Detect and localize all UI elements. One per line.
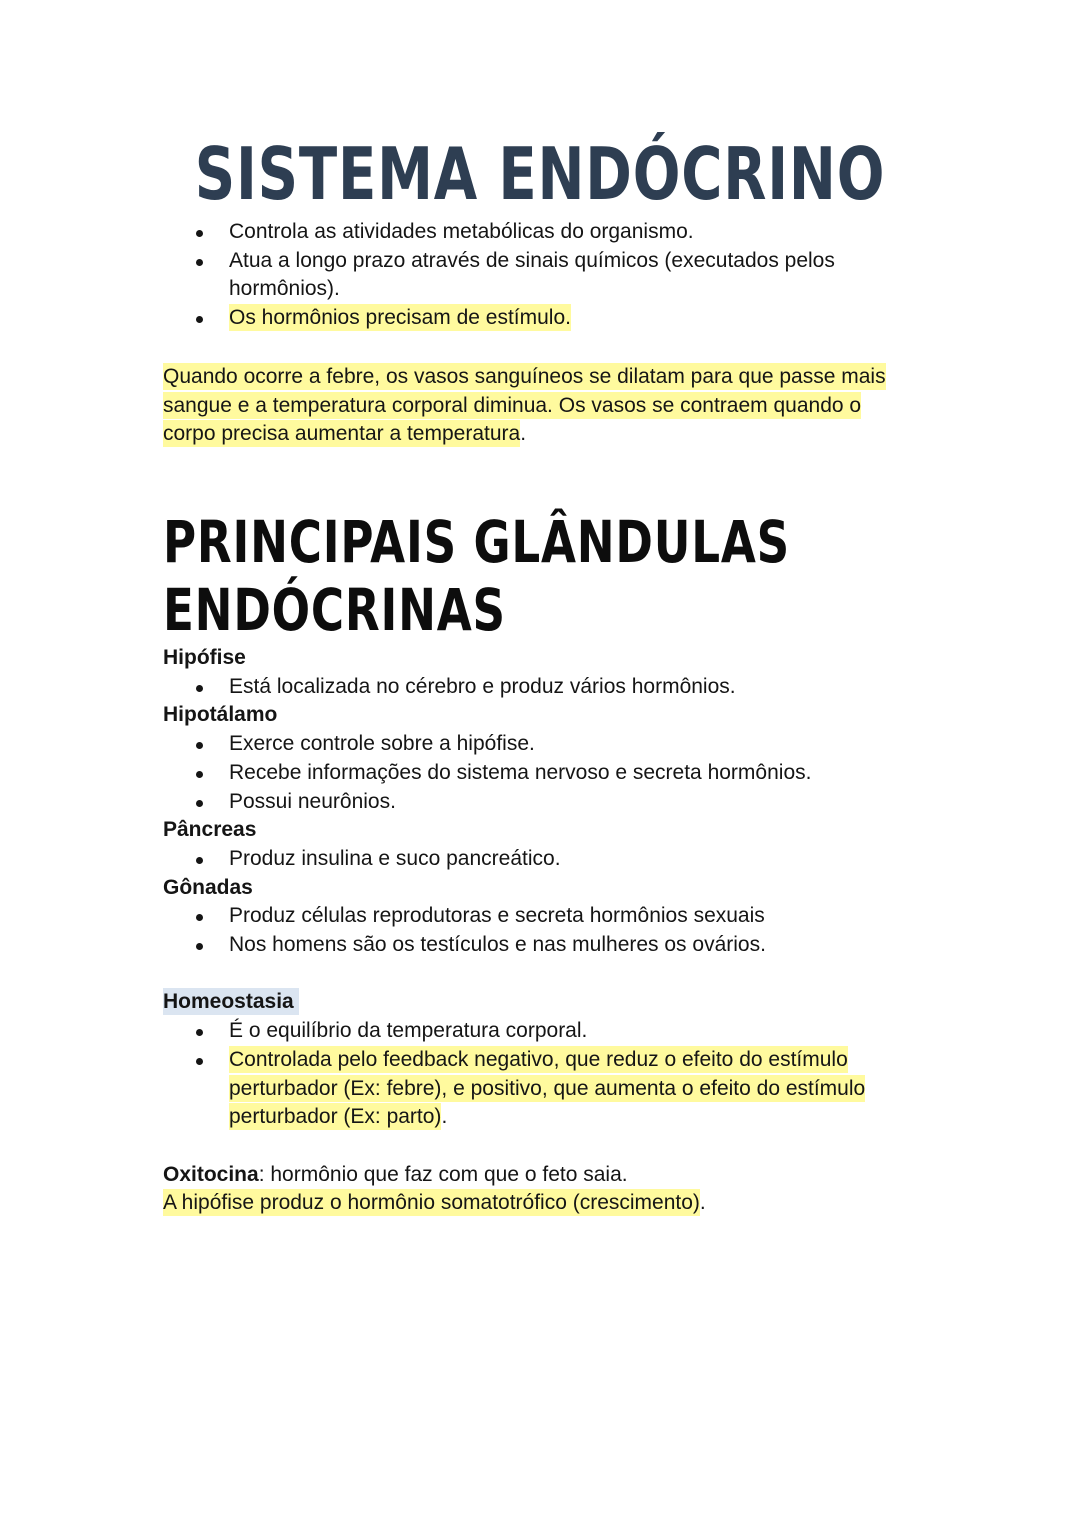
bullet-icon: [196, 316, 203, 323]
highlighted-text: Controlada pelo feedback negativo, que reduz o efeito do estímulo perturbador (Ex: febre), e positivo, que aumenta o efeito do estímulo perturbador (Ex: parto): [229, 1047, 866, 1129]
highlighted-text: Os hormônios precisam de estímulo.: [229, 306, 571, 330]
list-item: É o equilíbrio da temperatura corporal.: [163, 1017, 903, 1046]
homeostasis-bullet-list: [163, 1017, 903, 1132]
gland-heading-gonadas: Gônadas: [163, 875, 253, 899]
intro-bullet-list: [163, 218, 923, 333]
list-item: Controlada pelo feedback negativo, que reduz o efeito do estímulo perturbador (Ex: febre), e positivo, que aumenta o efeito do estímulo perturbador (Ex: parto).: [163, 1046, 903, 1132]
gland-bullet-list: [163, 730, 923, 816]
homeostasis-heading: Homeostasia: [163, 988, 923, 1017]
bullet-icon: [196, 800, 203, 807]
list-item: Nos homens são os testículos e nas mulheres os ovários.: [163, 931, 923, 960]
gland-heading-hipofise: Hipófise: [163, 646, 246, 669]
section-heading: PRINCIPAIS GLÂNDULAS ENDÓCRINAS: [163, 508, 791, 644]
bullet-icon: [196, 742, 203, 749]
glands-section: [163, 644, 923, 1218]
list-item: Atua a longo prazo através de sinais químicos (executados pelos hormônios).: [163, 247, 923, 304]
bullet-icon: [196, 230, 203, 237]
gland-heading-pancreas: Pâncreas: [163, 818, 257, 842]
bullet-icon: [196, 259, 203, 266]
highlighted-text: A hipófise produz o hormônio somatotrófico (crescimento): [163, 1191, 700, 1215]
gland-bullet-list: [163, 902, 923, 959]
list-item: Produz células reprodutoras e secreta hormônios sexuais: [163, 902, 923, 931]
bullet-icon: [196, 1029, 203, 1036]
bullet-icon: [196, 857, 203, 864]
bullet-icon: [196, 1058, 203, 1065]
bullet-icon: [196, 914, 203, 921]
oxytocin-line: Oxitocina: hormônio que faz com que o feto saia.: [163, 1162, 628, 1186]
gland-heading-hipotalamo: Hipotálamo: [163, 703, 278, 727]
bullet-icon: [196, 685, 203, 692]
page-title: SISTEMA ENDÓCRINO: [194, 132, 886, 216]
list-item: Possui neurônios.: [163, 788, 923, 817]
intro-section: [163, 218, 923, 333]
list-item: Recebe informações do sistema nervoso e secreta hormônios.: [163, 759, 923, 788]
list-item: [163, 304, 923, 333]
gland-bullet-list: [163, 673, 923, 702]
list-item: Está localizada no cérebro e produz vários hormônios.: [163, 673, 923, 702]
fever-paragraph: Quando ocorre a febre, os vasos sanguíneos se dilatam para que passe mais sangue e a temperatura corporal diminua. Os vasos se contraem quando o corpo precisa aumentar a temperatura.: [163, 365, 886, 446]
gland-bullet-list: [163, 845, 923, 874]
highlighted-text: Quando ocorre a febre, os vasos sanguíneos se dilatam para que passe mais sangue e a temperatura corporal diminua. Os vasos se contraem quando o corpo precisa aumentar a temperatura: [163, 365, 886, 446]
list-item: Controla as atividades metabólicas do organismo.: [163, 218, 923, 247]
bullet-icon: [196, 943, 203, 950]
term: Oxitocina: [163, 1162, 259, 1186]
somatotrophic-line: A hipófise produz o hormônio somatotrófico (crescimento).: [163, 1191, 706, 1215]
list-item: Produz insulina e suco pancreático.: [163, 845, 923, 874]
bullet-icon: [196, 771, 203, 778]
list-item: Exerce controle sobre a hipófise.: [163, 730, 923, 759]
